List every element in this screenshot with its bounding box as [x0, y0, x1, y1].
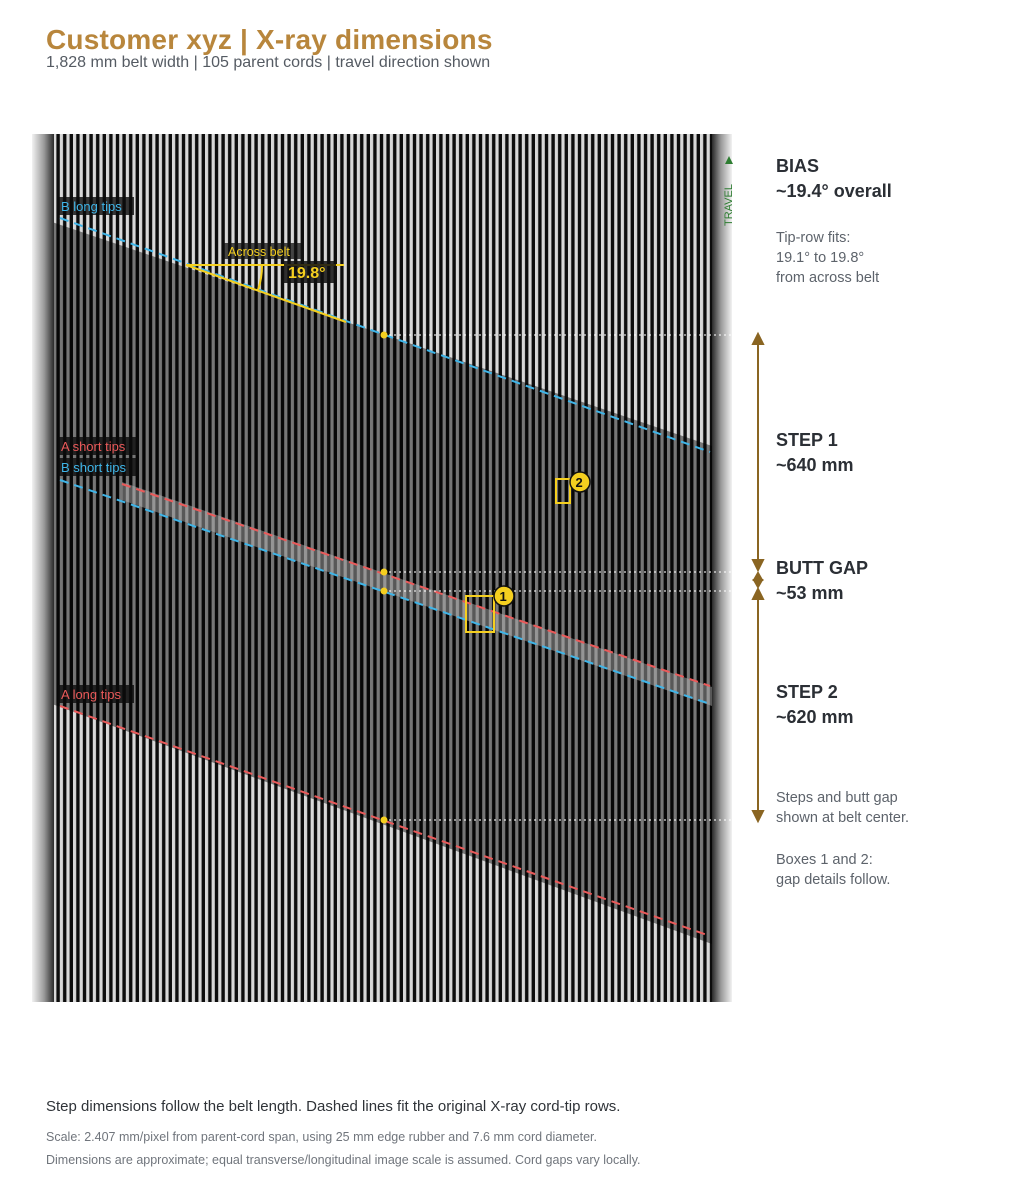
tip-fit-line: Tip-row fits:: [776, 230, 851, 246]
box-2-number: 2: [575, 475, 583, 490]
boxes-note-line: Boxes 1 and 2:: [776, 852, 873, 868]
butt-gap-callout: [776, 556, 868, 606]
butt-gap-label: BUTT GAP: [776, 558, 868, 578]
boxes-note-line: gap details follow.: [776, 872, 891, 888]
xray-image: [32, 134, 735, 1002]
center-dot: [381, 588, 388, 595]
box-1-number: 1: [499, 589, 507, 604]
boxes-note: [776, 850, 890, 890]
step1-callout: [776, 428, 854, 478]
tip-fit-line: 19.1° to 19.8°: [776, 250, 865, 266]
step1-label: STEP 1: [776, 430, 838, 450]
center-note-line: shown at belt center.: [776, 810, 909, 826]
tip-fit-line: from across belt: [776, 270, 880, 286]
page-subtitle: 1,828 mm belt width | 105 parent cords | travel direction shown: [46, 54, 491, 71]
bias-label: BIAS: [776, 156, 820, 176]
a-short-tips-label: A short tips: [61, 439, 126, 454]
footer-main: Step dimensions follow the belt length. Dashed lines fit the original X-ray cord-tip rows.: [46, 1098, 621, 1115]
step2-callout: [776, 680, 854, 730]
b-long-tips-label: B long tips: [61, 199, 122, 214]
travel-label: TRAVEL: [723, 184, 735, 226]
angle-value: 19.8°: [288, 265, 326, 282]
center-dot: [381, 332, 388, 339]
center-note-line: Steps and butt gap: [776, 790, 898, 806]
step1-value: ~640 mm: [776, 455, 854, 475]
center-dot: [381, 569, 388, 576]
tip-fit-note: [776, 228, 879, 288]
dimension-arrows: [740, 330, 780, 830]
across-belt-label: Across belt: [228, 245, 290, 259]
step2-label: STEP 2: [776, 682, 838, 702]
footer-scale: Scale: 2.407 mm/pixel from parent-cord span, using 25 mm edge rubber and 7.6 mm cord diameter.: [46, 1130, 597, 1144]
step2-value: ~620 mm: [776, 707, 854, 727]
b-short-tips-label: B short tips: [61, 460, 127, 475]
center-note: [776, 788, 909, 828]
butt-gap-value: ~53 mm: [776, 583, 844, 603]
page-title: Customer xyz | X-ray dimensions: [46, 24, 493, 55]
bias-callout: [776, 154, 892, 204]
bias-value: ~19.4° overall: [776, 181, 892, 201]
a-long-tips-label: A long tips: [61, 687, 121, 702]
center-dot: [381, 817, 388, 824]
footer-disclaimer: Dimensions are approximate; equal transverse/longitudinal image scale is assumed. Cord gaps vary locally.: [46, 1153, 641, 1167]
